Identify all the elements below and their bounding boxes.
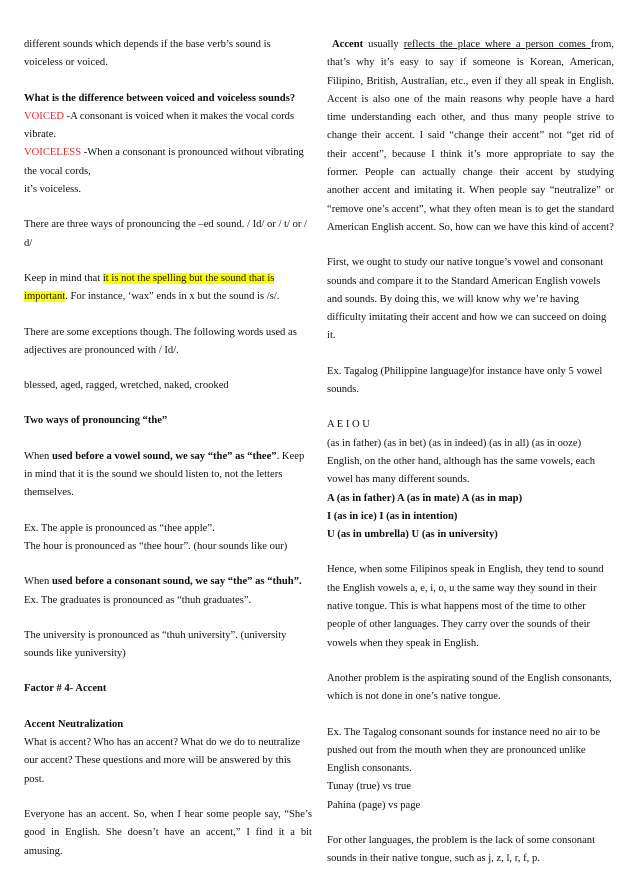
consonant-example: Ex. The Tagalog consonant sounds for instance need no air to be pushed out from the mouth when they are pronounced unlike English consonants. Tunay (true) vs true Pahina (page) vs page — [327, 726, 601, 811]
exception-words: blessed, aged, ragged, wretched, naked, crooked — [24, 380, 229, 392]
first-paragraph: First, we ought to study our native tongue’s vowel and consonant sounds and compare it to the Standard American English vowels and sounds. By doing this, we will know why we’re having difficulty imitating their accent and how we can succeed on doing it. — [327, 257, 607, 342]
aspirating-paragraph: Another problem is the aspirating sound of the English consonants, which is not done in one’s native tongue. — [327, 672, 612, 703]
voiced-term: VOICED — [24, 110, 65, 122]
neutralization-section: Accent Neutralization What is accent? Who has an accent? What do we do to neutralize our accent? These questions and more will be answered by this post. — [24, 716, 312, 789]
everyone-paragraph: Everyone has an accent. So, when I hear some people say, “She’s good in English. She doesn’t have an accent,” I find it a bit amusing. — [24, 808, 312, 857]
underlined-text: reflects the place where a person comes — [403, 39, 591, 50]
hence-paragraph: Hence, when some Filipinos speak in English, they tend to sound the English vowels a, e, i, o, u the same way they sound in their native tongue. This is what happens most of the time to other people of other languages. They carry over the sounds of their vowels when they speak in English. — [327, 564, 604, 649]
left-column — [24, 36, 312, 878]
ed-ways-paragraph: There are three ways of pronouncing the –ed sound. / Id/ or / t/ or / d/ — [24, 219, 308, 249]
neutralization-heading: Accent Neutralization — [24, 718, 124, 730]
consonant-rule-paragraph: When used before a consonant sound, we say “the” as “thuh”. Ex. The graduates is pronounced as “thuh graduates”. — [24, 576, 302, 606]
highlighted-text: it is not the spelling but the sound that is important — [24, 272, 275, 303]
tagalog-example: Ex. Tagalog (Philippine language)for instance have only 5 vowel sounds. — [327, 365, 603, 396]
right-column — [327, 36, 614, 886]
vowel-examples: Ex. The apple is pronounced as “thee apple”. The hour is pronounced as “thee hour”. (hour sounds like our) — [24, 522, 288, 552]
keep-in-mind-paragraph: Keep in mind that it is not the spelling but the sound that is important. For instance, ‘wax” ends in x but the sound is /s/. — [24, 272, 280, 303]
voiced-question: What is the difference between voiced and voiceless sounds? — [24, 92, 296, 104]
university-example: The university is pronounced as “thuh university”. (university sounds like yuniversity) — [24, 629, 287, 660]
paragraph-voiceless-voiced: different sounds which depends if the base verb’s sound is voiceless or voiced. — [24, 39, 271, 69]
vowel-comparison: A E I O U (as in father) (as in bet) (as in indeed) (as in all) (as in ooze) English, on the other hand, although has the same vowels, each vowel has many different sounds. A (as in father) A (as in mate) A (as in map) I (as in ice) I (as in intention) U (as in umbrella) U (as in university) — [327, 419, 596, 541]
other-languages-paragraph: For other languages, the problem is the lack of some consonant sounds in their native tongue, such as j, z, l, r, f, p. — [327, 834, 596, 865]
exceptions-paragraph: There are some exceptions though. The following words used as adjectives are pronounced with / Id/. — [24, 326, 297, 356]
voiceless-term: VOICELESS — [24, 147, 82, 159]
voiceless-tail: it’s voiceless. — [24, 184, 82, 196]
factor-heading: Factor # 4- Accent — [24, 683, 107, 695]
vowel-rule-paragraph: When used before a vowel sound, we say “the” as “thee”. Keep in mind that it is the sound we should listen to, not the letters themselves. — [24, 450, 305, 499]
voiced-definition: VOICED -A consonant is voiced when it makes the vocal cords vibrate. — [24, 110, 295, 141]
accent-paragraph: Accent usually reflects the place where a person comes from, that’s why it’s easy to say if someone is Korean, American, Filipino, British, Australian, etc., even if they all speak in English. Accent is also one of the main reasons why people have a hard time understanding each other, and thus many people strive to change their accent. I said “change their accent” not “get rid of their accent”, because I think it’s more appropriate to say the former. People can actually change their accent by studying another accent and imitating it. When people say “neutralize” or “remove one’s accent”, what they often mean is to get the standard American English accent. So, how can we have this kind of accent? — [327, 39, 615, 233]
voiceless-definition: VOICELESS -When a consonant is pronounced without vibrating the vocal cords, — [24, 147, 304, 177]
the-heading: Two ways of pronouncing “the” — [24, 415, 168, 427]
